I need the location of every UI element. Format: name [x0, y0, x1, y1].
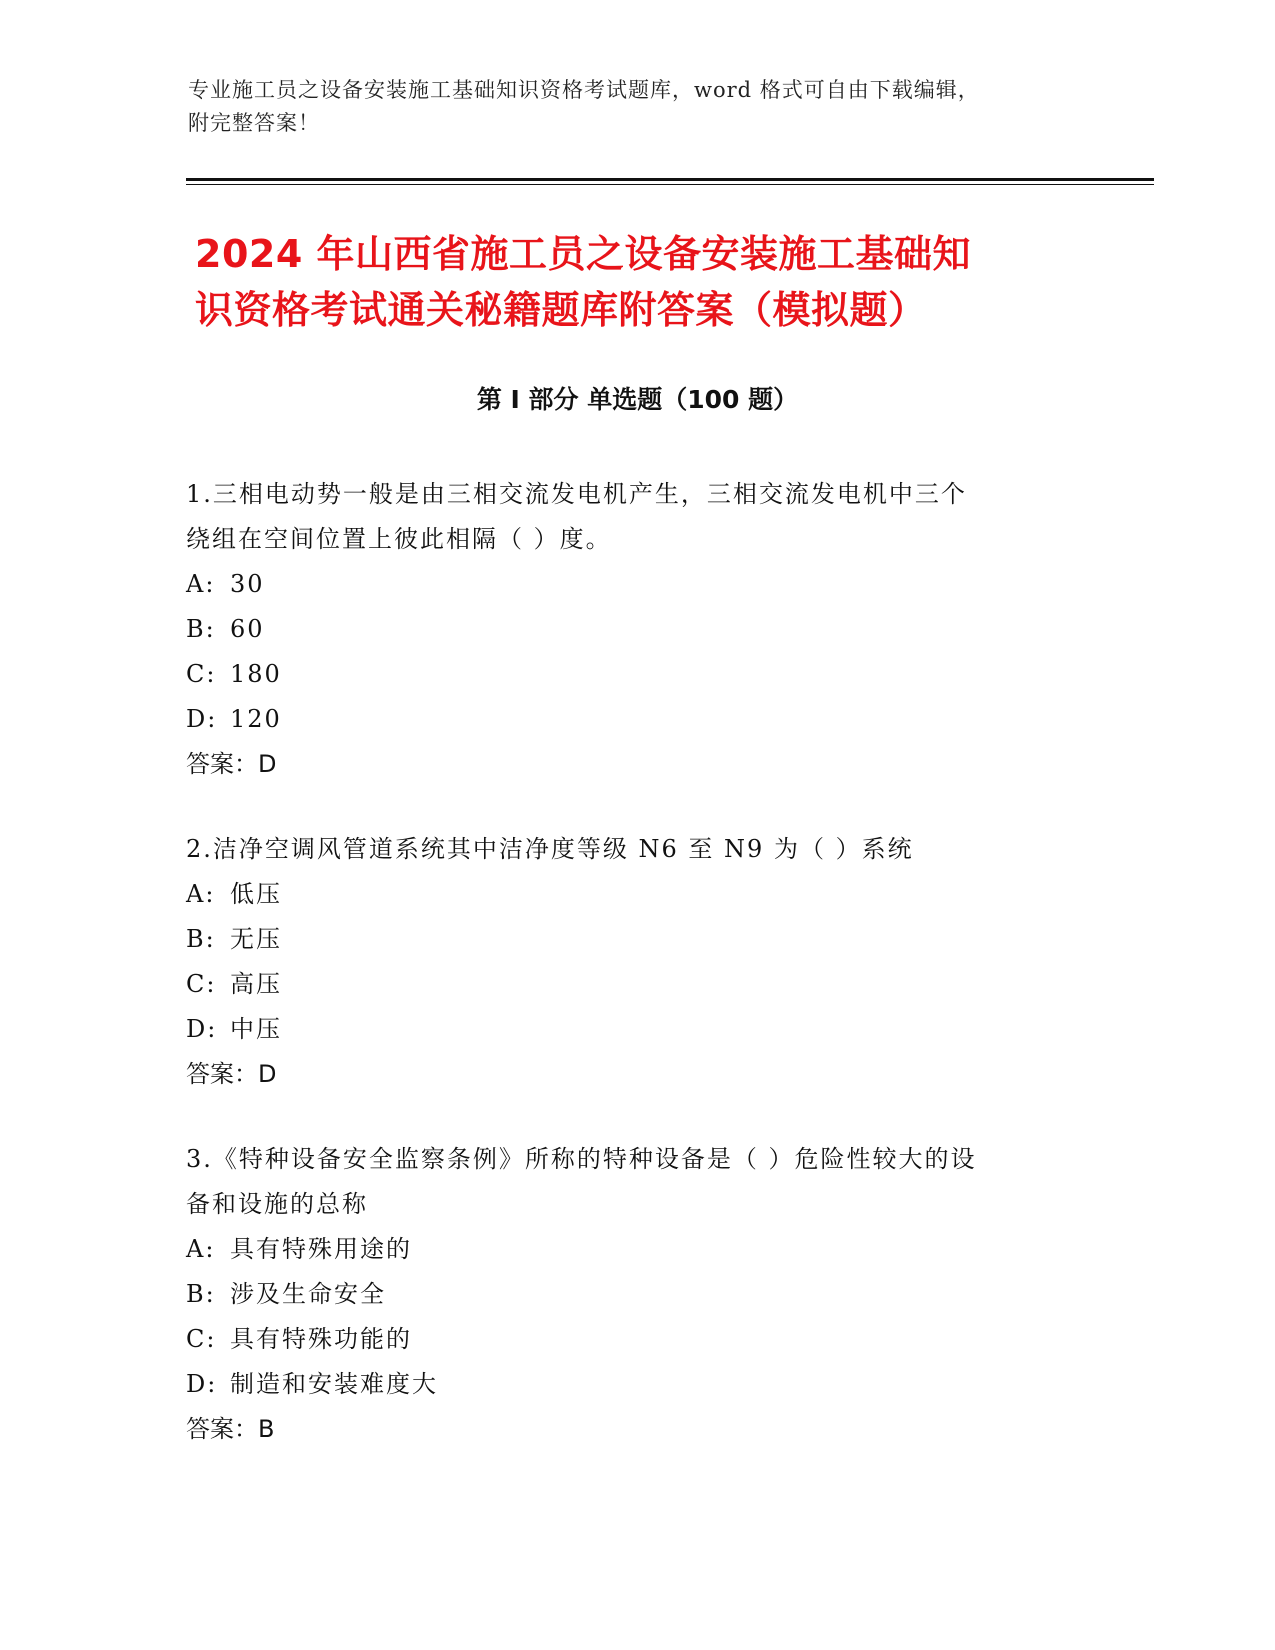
option-key: C: [186, 970, 217, 998]
section-heading: 第 I 部分 单选题（100 题） [476, 385, 799, 414]
option-b [186, 607, 1086, 652]
question-3 [186, 1137, 1086, 1452]
document-title [195, 226, 1095, 338]
question-2 [186, 827, 1086, 1097]
option-b [186, 1272, 1086, 1317]
question-text [186, 827, 1086, 872]
question-text-line-1: 3.《特种设备安全监察条例》所称的特种设备是（ ）危险性较大的设 [186, 1145, 977, 1173]
option-key: D: [186, 705, 218, 733]
option-key: B: [186, 1280, 216, 1308]
option-value: 低压 [230, 880, 282, 908]
question-text [186, 1137, 1086, 1227]
option-value: 具有特殊功能的 [230, 1325, 412, 1353]
answer: 答案：D [186, 1060, 277, 1088]
option-value: 无压 [230, 925, 282, 953]
option-value: 中压 [230, 1015, 282, 1043]
question-text-line-2: 备和设施的总称 [186, 1190, 368, 1218]
option-value: 高压 [230, 970, 282, 998]
option-key: A: [186, 880, 216, 908]
option-c [186, 652, 1086, 697]
option-value: 30 [230, 570, 265, 598]
option-key: A: [186, 570, 216, 598]
option-d [186, 1007, 1086, 1052]
question-list [186, 472, 1086, 1492]
question-text [186, 472, 1086, 562]
answer: 答案：B [186, 1415, 275, 1443]
option-key: C: [186, 1325, 217, 1353]
question-text-line-1: 1.三相电动势一般是由三相交流发电机产生，三相交流发电机中三个 [186, 480, 967, 508]
header-divider-thick [186, 178, 1154, 181]
option-value: 180 [230, 660, 282, 688]
option-key: B: [186, 615, 216, 643]
option-a [186, 1227, 1086, 1272]
option-c [186, 962, 1086, 1007]
document-title-line-1: 2024 年山西省施工员之设备安装施工基础知 [195, 232, 971, 276]
header-note-line-1: 专业施工员之设备安装施工基础知识资格考试题库，word 格式可自由下载编辑， [188, 78, 980, 102]
header-note [188, 74, 1088, 140]
option-d [186, 697, 1086, 742]
option-c [186, 1317, 1086, 1362]
option-value: 120 [230, 705, 282, 733]
option-key: D: [186, 1015, 218, 1043]
option-value: 制造和安装难度大 [230, 1370, 438, 1398]
question-text-line-2: 绕组在空间位置上彼此相隔（ ）度。 [186, 525, 612, 553]
header-divider-thin [186, 184, 1154, 185]
option-key: D: [186, 1370, 218, 1398]
header-note-line-2: 附完整答案！ [188, 111, 320, 135]
option-a [186, 872, 1086, 917]
option-value: 60 [230, 615, 265, 643]
option-key: A: [186, 1235, 216, 1263]
question-1 [186, 472, 1086, 787]
document-title-line-2: 识资格考试通关秘籍题库附答案（模拟题） [195, 288, 927, 332]
option-key: B: [186, 925, 216, 953]
option-value: 涉及生命安全 [230, 1280, 386, 1308]
option-key: C: [186, 660, 217, 688]
option-a [186, 562, 1086, 607]
option-value: 具有特殊用途的 [230, 1235, 412, 1263]
answer: 答案：D [186, 750, 277, 778]
question-text-line-1: 2.洁净空调风管道系统其中洁净度等级 N6 至 N9 为（ ）系统 [186, 835, 914, 863]
option-d [186, 1362, 1086, 1407]
option-b [186, 917, 1086, 962]
